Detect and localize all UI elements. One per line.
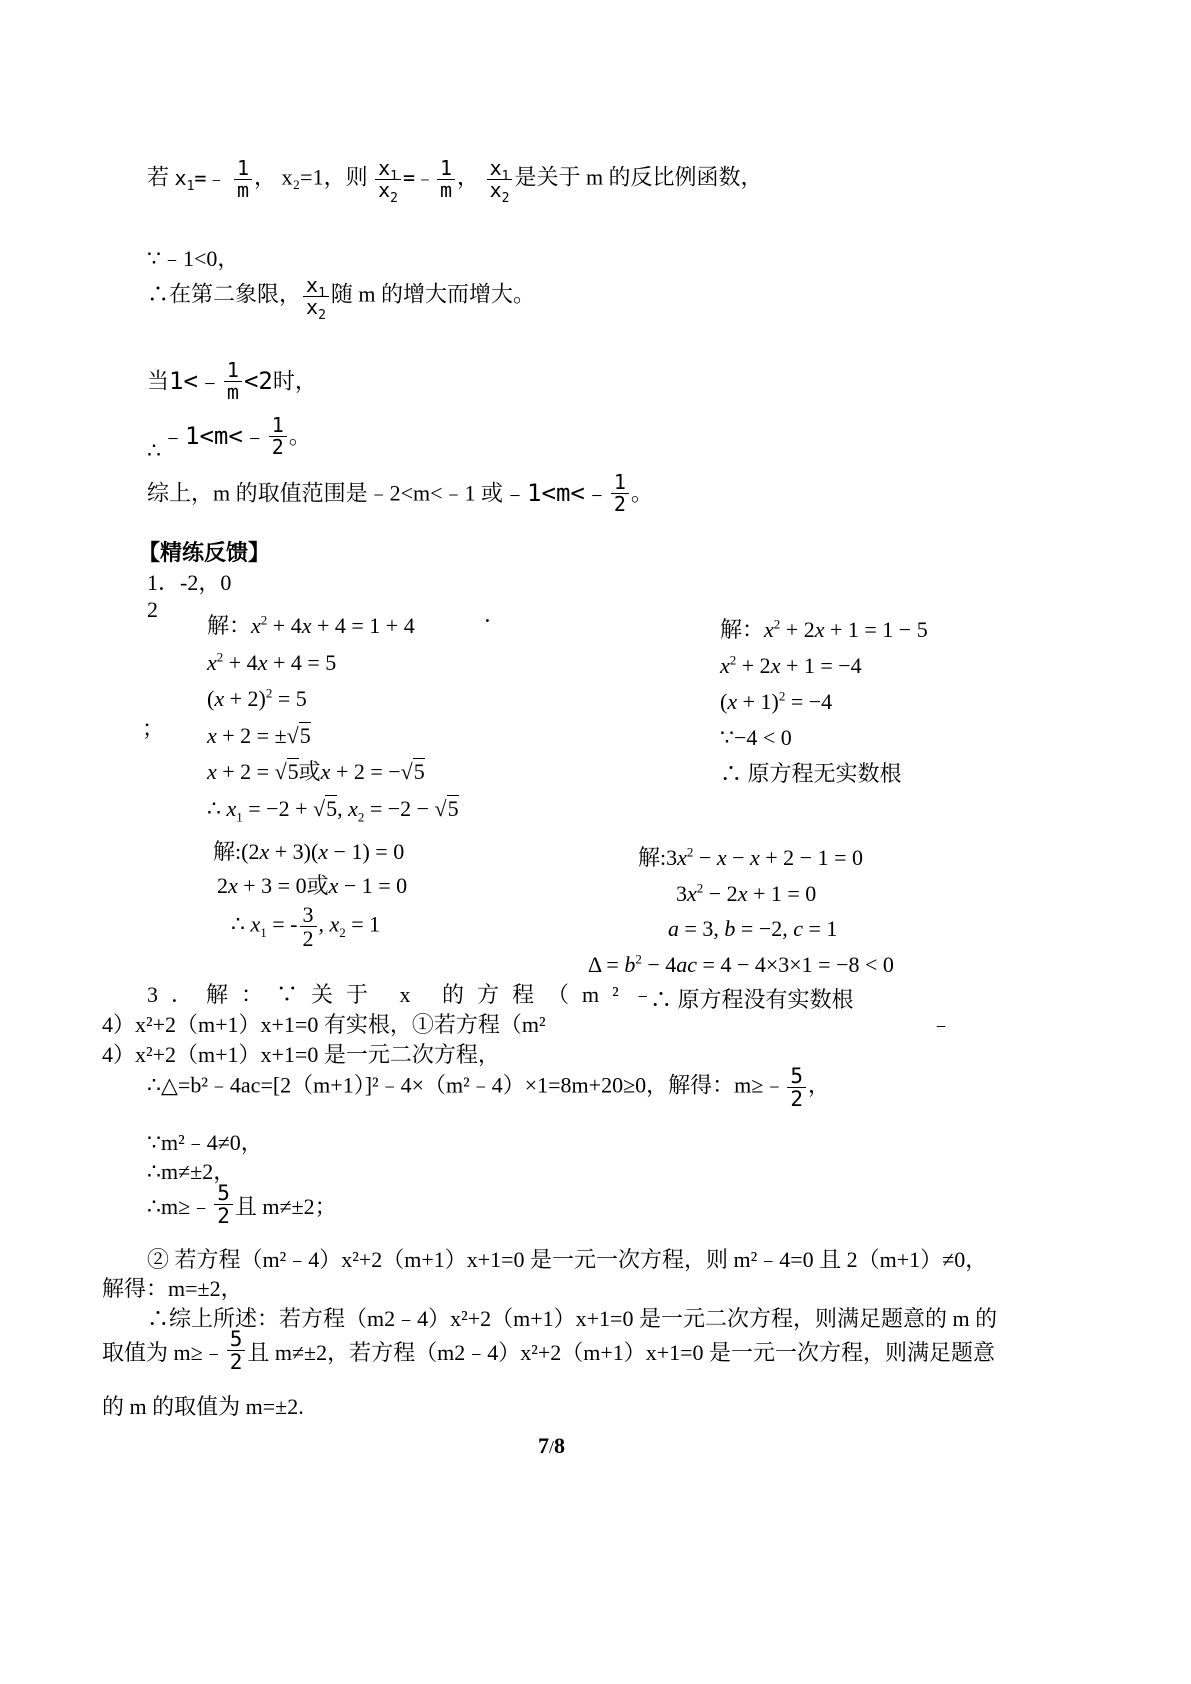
equation-block-a (207, 608, 459, 827)
item3-line-9: 解得：m=±2， (102, 1276, 243, 1301)
eq-b-line-3: $(x + 1)^2 = -4$ (720, 688, 833, 714)
text-dang: 当 (147, 368, 170, 394)
item3-line-1: 3．解：∵关于 x 的方程（m²﹣ (147, 982, 667, 1007)
eq-b-line-4: ∵−4 < 0 (720, 725, 792, 750)
item3-value-prefix: 取值为 m≥﹣ (102, 1339, 225, 1365)
item3-line-1-right: ﹣ (930, 1012, 953, 1037)
frac-x1-x2-2: $\frac{x_1}{x_2}$ (487, 158, 513, 201)
equation-block-c (213, 835, 407, 950)
text-inverse-func: 是关于 m 的反比例函数， (514, 164, 763, 190)
eq-d-line-4: $\Delta = b^2 - 4ac = 4 - 4\times 3\times 1 = -8 < 0$ (588, 951, 894, 977)
item3-line-4: ∴△=b²﹣4ac=[2（m+1）]²﹣4×（m²﹣4）×1=8m+20≥0，解得：m≥﹣ $\frac{5}{2}$ ， (147, 1064, 831, 1112)
line-summary: 综上，m 的取值范围是﹣2<m<﹣1 或﹣1<m<﹣ $\frac{1}{2}$ 。 (147, 470, 653, 516)
eq-d-line-1: 解$:3x^2 - x - x + 2 - 1 = 0$ (638, 844, 863, 870)
text-quadrant: ∴在第二象限， (147, 281, 302, 307)
item3-m-geq: ∴m≥﹣ (147, 1193, 213, 1219)
item3-line-3: 4）x²+2（m+1）x+1=0 是一元二次方程， (102, 1042, 500, 1067)
eq-d-line-2: $3x^2 - 2x + 1 = 0$ (676, 880, 817, 906)
eq-a-line-2: $x^2 + 4x + 4 = 5$ (207, 649, 337, 675)
page-total: 8 (554, 1433, 566, 1458)
item3-line-5: ∵m²﹣4≠0， (147, 1130, 263, 1155)
item3-line-2: 4）x²+2（m+1）x+1=0 有实根，①若方程（m² (102, 1012, 546, 1037)
page-separator: / (549, 1437, 555, 1457)
item3-delta: ∴△=b²﹣4ac=[2（m+1）]²﹣4×（m²﹣4）×1=8m+20≥0，解得：m≥﹣ (147, 1072, 786, 1098)
eq-a-line-1: 解：$x^2 + 4x + 4 = 1 + 4$ (207, 612, 415, 638)
feedback-item-2-number: 2 (147, 597, 158, 622)
dot-mark: ． (484, 602, 507, 627)
item3-and-m-neq: 且 m≠±2； (234, 1193, 337, 1219)
semicolon-mark: ； (142, 716, 165, 741)
item3-value-suffix: 且 m≠±2，若方程（m2﹣4）x²+2（m+1）x+1=0 是一元一次方程，则满足题意 (247, 1339, 996, 1365)
item3-line-11 (102, 1328, 995, 1373)
frac-x1-x2: $\frac{x_1}{x_2}$ (375, 158, 401, 201)
line-neg-one: ∵﹣1<0， (147, 246, 240, 271)
eq-a-line-3: $(x + 2)^2 = 5$ (207, 685, 307, 711)
text-ruo: 若 (147, 164, 170, 190)
therefore-symbol: ∴ (147, 437, 161, 463)
eq-b-line-2: $x^2 + 2x + 1 = -4$ (720, 652, 862, 678)
line-when (147, 360, 317, 403)
item3-line-7 (147, 1182, 337, 1227)
text-summary: 综上，m 的取值范围是﹣2<m<﹣1 或 (147, 480, 504, 506)
item3-line-10: ∴综上所述：若方程（m2﹣4）x²+2（m+1）x+1=0 是一元二次方程，则满足题意的 m 的 (147, 1306, 998, 1331)
frac-5-over-2: $\frac{5}{2}$ (787, 1065, 806, 1110)
page-current: 7 (538, 1433, 549, 1458)
expr-range: ﹣1<m<﹣ $\frac{1}{2}$ (161, 422, 289, 450)
eq-c-line-2: 2x + 3 = 0或x − 1 = 0 (217, 873, 408, 898)
text-shi: 时， (272, 368, 317, 394)
frac-1-over-m-2: $\frac{1}{m}$ (437, 158, 455, 201)
frac-x1-x2-3: $\frac{x_1}{x_2}$ (303, 275, 329, 318)
expr-x1-eq: $x_1=﹣$ (174, 165, 227, 194)
frac-5-over-2-c: $\frac{5}{2}$ (227, 1328, 246, 1373)
frac-5-over-2-b: $\frac{5}{2}$ (214, 1182, 233, 1227)
eq-d-line-3: a = 3, b = −2, c = 1 (668, 916, 838, 941)
feedback-item-1: 1．-2，0 (147, 570, 232, 595)
frac-1-over-m: $\frac{1}{m}$ (234, 158, 252, 201)
text-increasing: 随 m 的增大而增大。 (330, 281, 536, 307)
eq-c-line-1: 解:(2x + 3)(x − 1) = 0 (213, 839, 405, 864)
eq-b-line-5: ∴ 原方程无实数根 (720, 761, 902, 786)
eq-c-line-3: ∴ $x_1$ = - $\frac{3}{2}$ , $x_2 = 1$ (231, 902, 381, 952)
item3-line-8: ② 若方程（m²﹣4）x²+2（m+1）x+1=0 是一元一次方程，则 m²﹣4=0 且 2（m+1）≠0， (147, 1247, 988, 1272)
eq-b-line-1: 解：$x^2 + 2x + 1 = 1 - 5$ (720, 616, 928, 642)
expr-range-2: ﹣1<m<﹣ $\frac{1}{2}$ (503, 479, 631, 507)
eq-a-line-5: x + 2 = √5或x + 2 = −√5 (207, 759, 425, 784)
line-inverse-function: 若 $x_1=﹣$ $\frac{1}{m}$ ， x₂=1，则 $\frac{x_1}{x_2}$ =﹣ $\frac{1}{m}$ ， $\frac{x_1}{x_2}$ 是关于 m 的反比例函数， (147, 156, 763, 206)
line-quadrant (147, 273, 536, 323)
eq-a-line-4: x + 2 = ±√5 (207, 722, 311, 748)
page-number (538, 1433, 565, 1459)
text-x2: x₂=1，则 (281, 164, 368, 190)
eq-a-line-6: ∴ $x_1 = -2 + √5$, $x_2 = -2 - √5$ (207, 795, 459, 824)
item3-line-6: ∴m≠±2， (147, 1159, 236, 1184)
expr-ineq: 1<﹣ $\frac{1}{m}$ <2 (169, 358, 273, 404)
line-therefore-range: ∴﹣1<m<﹣ $\frac{1}{2}$ 。 (147, 413, 311, 463)
eq-d-line-5: ∴ 原方程没有实数根 (650, 987, 854, 1012)
equation-block-b (720, 612, 928, 792)
item3-line-12: 的 m 的取值为 m=±2. (102, 1394, 304, 1419)
section-title-feedback: 【精练反馈】 (138, 541, 271, 566)
